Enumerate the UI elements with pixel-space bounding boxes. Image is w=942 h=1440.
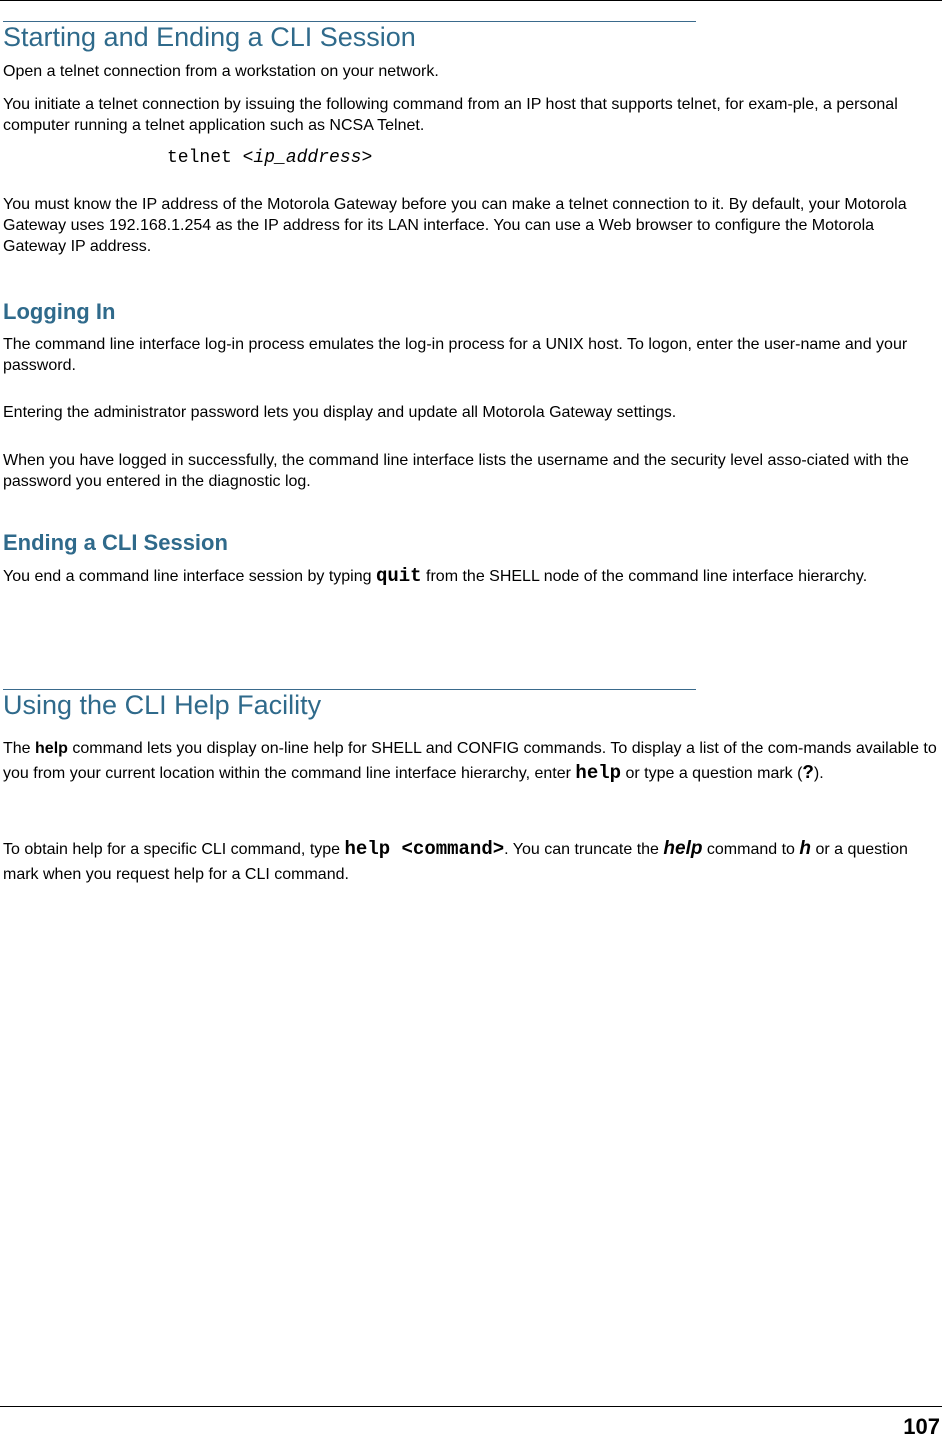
telnet-command-suffix: > xyxy=(361,148,373,168)
heading-ending-session: Ending a CLI Session xyxy=(3,530,228,555)
help-p2-c: command to xyxy=(702,841,800,858)
page-number: 107 xyxy=(903,1414,940,1439)
help-p1-c: or type a question mark ( xyxy=(621,765,803,782)
quit-command: quit xyxy=(375,565,422,587)
intro-paragraph: Open a telnet connection from a workstation on your network. xyxy=(3,63,439,80)
telnet-paragraph: You initiate a telnet connection by issuing the following command from an IP host that supports telnet, for exam-ple, a personal computer running a telnet application such as NCSA Telnet. xyxy=(3,96,898,134)
section-title-help-facility: Using the CLI Help Facility xyxy=(3,690,322,720)
help-italic-word: help xyxy=(663,838,703,859)
telnet-command-line xyxy=(167,147,372,169)
ending-text-before: You end a command line interface session by typing xyxy=(3,568,376,585)
help-paragraph-1 xyxy=(3,736,939,786)
help-command: help xyxy=(575,762,622,784)
help-command-syntax: help <command> xyxy=(344,838,505,860)
top-rule xyxy=(0,0,942,1)
login-paragraph-1: The command line interface log-in process emulates the log-in process for a UNIX host. To logon, enter the user-name and your password. xyxy=(3,336,908,374)
help-p1-a: The xyxy=(3,740,36,757)
ending-paragraph xyxy=(3,566,939,587)
section-title-starting-ending: Starting and Ending a CLI Session xyxy=(3,22,416,52)
help-p2-b: . You can truncate the xyxy=(504,841,664,858)
ip-address-paragraph: You must know the IP address of the Motorola Gateway before you can make a telnet connection to it. By default, your Motorola Gateway uses 192.168.1.254 as the IP address for its LAN interface. You can use a Web browser to configure the Motorola Gateway IP address. xyxy=(3,196,907,255)
help-p2-d: or a question mark when you request help for a CLI command. xyxy=(3,841,908,883)
telnet-command-prefix: telnet < xyxy=(167,148,254,168)
help-p1-b: command lets you display on-line help for SHELL and CONFIG commands. To display a list of the com-mands available to you from your current location within the command line interface hierarchy, enter xyxy=(3,740,937,782)
help-p2-a: To obtain help for a specific CLI command, type xyxy=(3,841,345,858)
login-paragraph-2: Entering the administrator password lets you display and update all Motorola Gateway settings. xyxy=(3,404,677,421)
login-paragraph-3: When you have logged in successfully, the command line interface lists the username and the security level asso-ciated with the password you entered in the diagnostic log. xyxy=(3,452,909,490)
help-paragraph-2 xyxy=(3,836,939,887)
heading-logging-in: Logging In xyxy=(3,299,116,324)
telnet-command-arg: ip_address xyxy=(253,148,362,168)
help-p1-d: ). xyxy=(813,765,824,782)
ending-text-after: from the SHELL node of the command line interface hierarchy. xyxy=(421,568,868,585)
help-p1-help-word: help xyxy=(35,740,68,757)
footer-rule xyxy=(0,1406,942,1407)
h-shortcut: h xyxy=(799,838,811,859)
question-mark-command: ? xyxy=(802,762,814,784)
